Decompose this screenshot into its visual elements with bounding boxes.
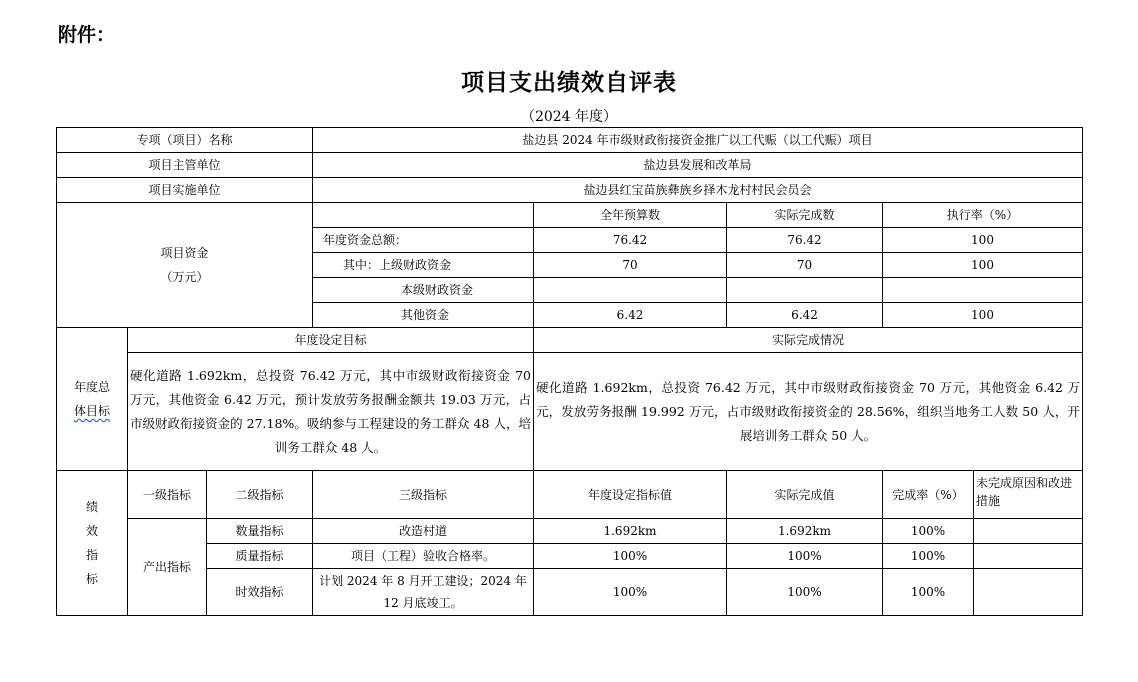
goals-label — [57, 328, 128, 471]
perf-header-reason: 未完成原因和改进措施 — [974, 471, 1083, 519]
perf-side-label — [57, 471, 128, 616]
funds-row-actual: 76.42 — [727, 228, 883, 253]
funds-col-budget: 全年预算数 — [534, 203, 727, 228]
perf-header-rate: 完成率（%） — [883, 471, 974, 519]
perf-row-level3: 改造村道 — [313, 519, 534, 544]
project-name-row — [57, 128, 1083, 153]
dept-label: 项目主管单位 — [57, 153, 313, 178]
goals-label-line2: 体目标 — [73, 404, 110, 418]
funds-row-actual: 6.42 — [727, 303, 883, 328]
perf-row-target: 100% — [534, 544, 727, 569]
perf-header-level3: 三级指标 — [313, 471, 534, 519]
perf-header-target: 年度设定指标值 — [534, 471, 727, 519]
impl-value: 盐边县红宝苗族彝族乡择木龙村村民会员会 — [313, 178, 1083, 203]
funds-row-label: 其中：上级财政资金 — [313, 253, 534, 278]
report-year: （2024 年度） — [520, 109, 618, 125]
perf-row-target: 100% — [534, 569, 727, 616]
goals-actual-header: 实际完成情况 — [534, 328, 1083, 353]
document-title: 项目支出绩效自评表 — [461, 69, 677, 96]
perf-row-level2: 数量指标 — [207, 519, 313, 544]
funds-row-budget: 6.42 — [534, 303, 727, 328]
funds-row-label: 年度资金总额： — [313, 228, 534, 253]
funds-row-budget — [534, 278, 727, 303]
funds-row-rate: 100 — [883, 253, 1083, 278]
funds-row-rate: 100 — [883, 228, 1083, 253]
funds-row-rate: 100 — [883, 303, 1083, 328]
perf-row — [57, 544, 1083, 569]
perf-row-level3: 计划 2024 年 8 月开工建设；2024 年 12 月底竣工。 — [313, 569, 534, 616]
funds-blank-header — [313, 203, 534, 228]
perf-row-rate: 100% — [883, 544, 974, 569]
perf-row-level3: 项目（工程）验收合格率。 — [313, 544, 534, 569]
goals-set-text: 硬化道路 1.692km，总投资 76.42 万元，其中市级财政衔接资金 70 万元，其他资金 6.42 万元，预计发放劳务报酬金额共 19.03 万元，占市级财政衔接资金的 27.18%。吸纳参与工程建设的务工群众 48 人，培训务工群众 48 人。 — [128, 353, 534, 471]
perf-row — [57, 569, 1083, 616]
perf-header-level2: 二级指标 — [207, 471, 313, 519]
goals-label-line1: 年度总 — [73, 380, 110, 394]
perf-row-reason — [974, 544, 1083, 569]
dept-value: 盐边县发展和改革局 — [313, 153, 1083, 178]
impl-label: 项目实施单位 — [57, 178, 313, 203]
project-name-label: 专项（项目）名称 — [57, 128, 313, 153]
goals-text-row — [57, 353, 1083, 471]
perf-row-level2: 时效指标 — [207, 569, 313, 616]
goals-set-header: 年度设定目标 — [128, 328, 534, 353]
perf-output-label: 产出指标 — [128, 519, 207, 616]
funds-col-rate: 执行率（%） — [883, 203, 1083, 228]
goals-actual-text: 硬化道路 1.692km，总投资 76.42 万元，其中市级财政衔接资金 70 万元，其他资金 6.42 万元，发放劳务报酬 19.992 万元，占市级财政衔接资金的 28.56%，组织当地务工人数 50 人，开展培训务工群众 50 人。 — [534, 353, 1083, 471]
funds-row-label: 其他资金 — [313, 303, 534, 328]
goals-header-row — [57, 328, 1083, 353]
perf-row-actual: 1.692km — [727, 519, 883, 544]
self-evaluation-table — [56, 127, 1083, 616]
funds-row-rate — [883, 278, 1083, 303]
funds-row-label: 本级财政资金 — [313, 278, 534, 303]
perf-row-rate: 100% — [883, 569, 974, 616]
perf-side-char: 绩 — [85, 500, 98, 514]
funds-header-row — [57, 203, 1083, 228]
project-name-value: 盐边县 2024 年市级财政衔接资金推广以工代赈（以工代赈）项目 — [313, 128, 1083, 153]
dept-row — [57, 153, 1083, 178]
funds-label — [57, 203, 313, 328]
funds-row-budget: 76.42 — [534, 228, 727, 253]
impl-row — [57, 178, 1083, 203]
funds-row-actual — [727, 278, 883, 303]
perf-row — [57, 519, 1083, 544]
funds-label-line1: 项目资金 — [160, 246, 209, 260]
funds-col-actual: 实际完成数 — [727, 203, 883, 228]
funds-label-line2: （万元） — [160, 270, 209, 284]
perf-row-actual: 100% — [727, 544, 883, 569]
funds-row-actual: 70 — [727, 253, 883, 278]
attachment-label: 附件： — [58, 24, 116, 46]
perf-side-char: 标 — [85, 572, 98, 586]
perf-header-actual: 实际完成值 — [727, 471, 883, 519]
perf-side-char: 指 — [85, 548, 98, 562]
perf-side-char: 效 — [85, 524, 98, 538]
perf-row-target: 1.692km — [534, 519, 727, 544]
perf-row-reason — [974, 519, 1083, 544]
perf-row-rate: 100% — [883, 519, 974, 544]
perf-row-reason — [974, 569, 1083, 616]
funds-row-budget: 70 — [534, 253, 727, 278]
perf-header-row — [57, 471, 1083, 519]
perf-row-level2: 质量指标 — [207, 544, 313, 569]
perf-header-level1: 一级指标 — [128, 471, 207, 519]
perf-row-actual: 100% — [727, 569, 883, 616]
